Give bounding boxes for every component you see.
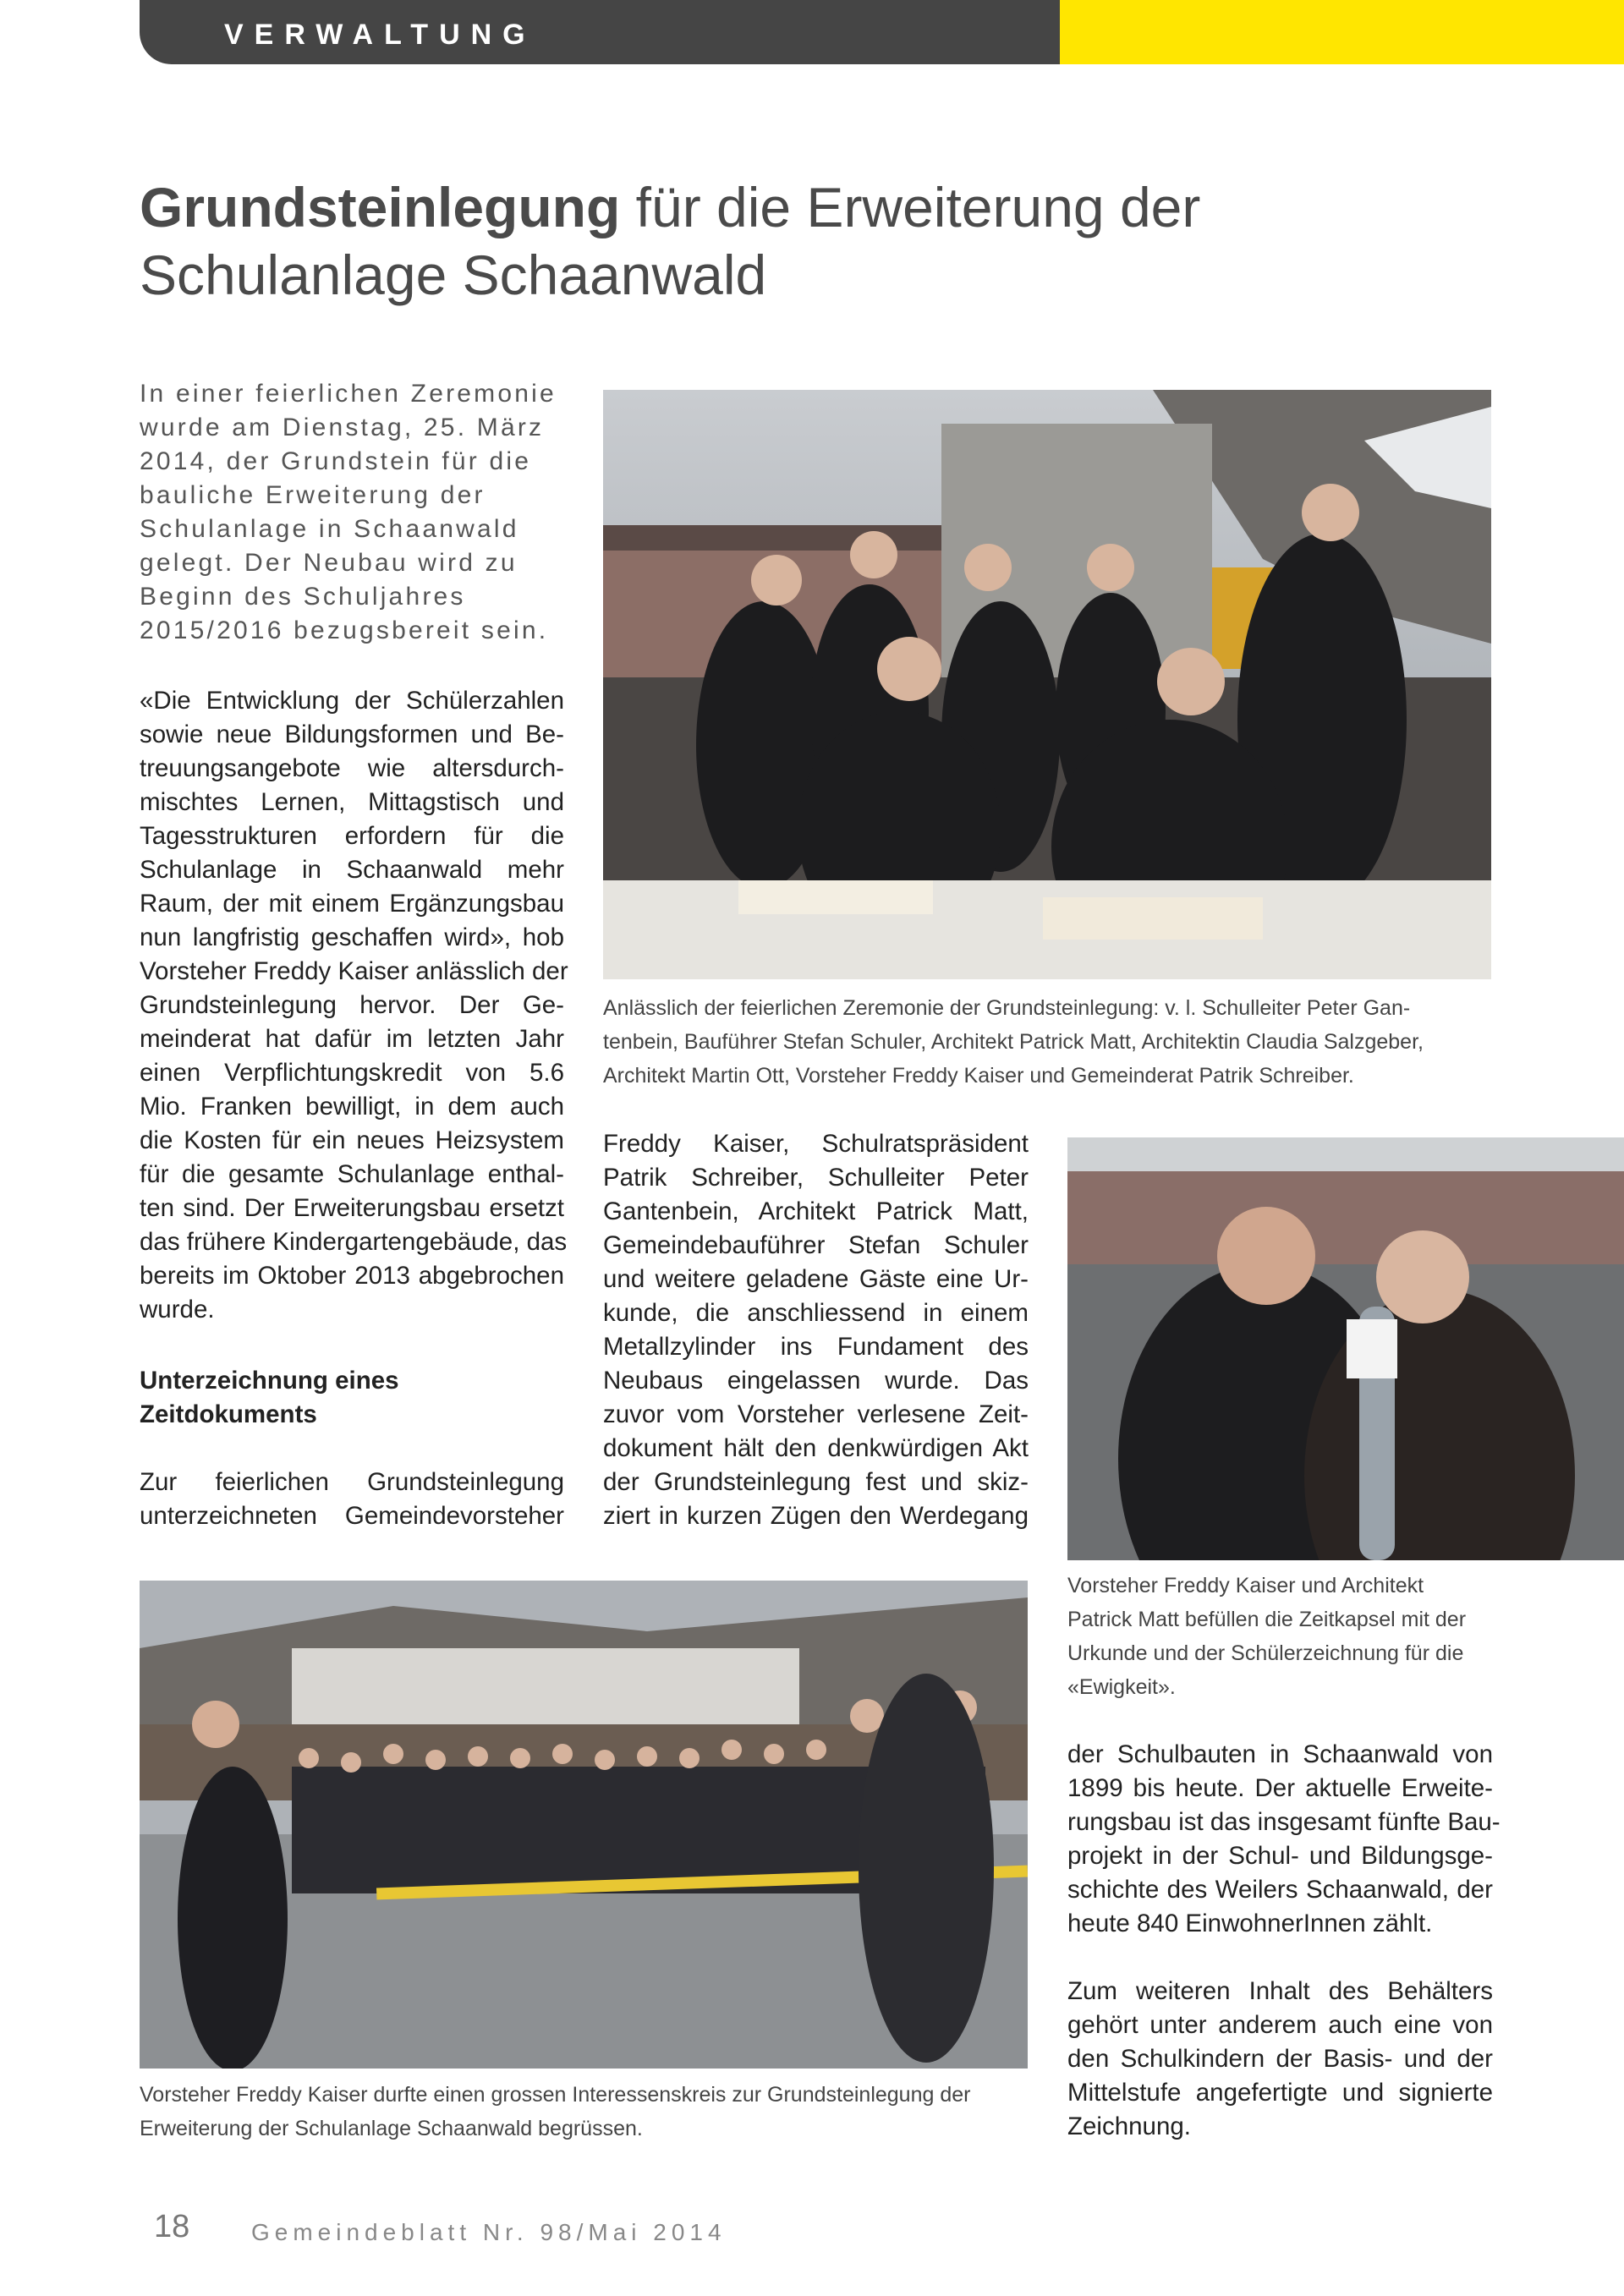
title-rest: für die Erweiterung der — [620, 176, 1201, 238]
body-line: treuungsangebote wie altersdurch- — [140, 754, 564, 782]
title-line2: Schulanlage Schaanwald — [140, 244, 767, 306]
body-line: Tagesstrukturen erfordern für die — [140, 822, 564, 850]
body-line: rungsbau ist das insgesamt fünfte Bau- — [1067, 1808, 1501, 1836]
body-line: kunde, die anschliessend in einem — [603, 1299, 1029, 1327]
body-line: schichte des Weilers Schaanwald, der — [1067, 1876, 1493, 1904]
body-line: Gantenbein, Architekt Patrick Matt, — [603, 1197, 1029, 1225]
body-line: Raum, der mit einem Ergänzungsbau — [140, 890, 564, 918]
body-line: ziert in kurzen Zügen den Werdegang — [603, 1502, 1029, 1530]
caption-signing-ceremony — [603, 991, 1500, 1093]
body-line: Metallzylinder ins Fundament des — [603, 1333, 1029, 1361]
section-label: VERWALTUNG — [224, 19, 536, 51]
intro-line: 2015/2016 bezugsbereit sein. — [140, 616, 549, 644]
body-line: Freddy Kaiser, Schulratspräsident — [603, 1130, 1029, 1158]
body-line: für die gesamte Schulanlage enthal- — [140, 1160, 564, 1188]
photo-time-capsule — [1067, 1137, 1624, 1560]
caption-line: Architekt Martin Ott, Vorsteher Freddy Kaiser und Gemeinderat Patrik Schreiber. — [603, 1064, 1354, 1088]
caption-line: Anlässlich der feierlichen Zeremonie der Grundsteinlegung: v. l. Schulleiter Peter Gan- — [603, 996, 1411, 1020]
body-line: gehört unter anderem auch eine von — [1067, 2011, 1493, 2039]
body-line: sowie neue Bildungsformen und Be- — [140, 721, 564, 748]
body-line: die Kosten für ein neues Heizsystem — [140, 1126, 564, 1154]
body-line: Zur feierlichen Grundsteinlegung — [140, 1468, 564, 1496]
body-line: heute 840 EinwohnerInnen zählt. — [1067, 1910, 1433, 1937]
body-line: Neubaus eingelassen wurde. Das — [603, 1367, 1029, 1395]
publication-info: Gemeindeblatt Nr. 98/Mai 2014 — [251, 2219, 727, 2245]
body-line: das frühere Kindergartengebäude, das — [140, 1228, 568, 1256]
subheading — [140, 1364, 564, 1432]
body-line: Mittelstufe angefertigte und signierte — [1067, 2079, 1493, 2107]
body-line: «Die Entwicklung der Schülerzahlen — [140, 687, 564, 715]
caption-line: Erweiterung der Schulanlage Schaanwald begrüssen. — [140, 2117, 643, 2140]
body-line: Gemeindebauführer Stefan Schuler — [603, 1231, 1029, 1259]
body-line: 1899 bis heute. Der aktuelle Erweite- — [1067, 1774, 1493, 1802]
body-line: Grundsteinlegung hervor. Der Ge- — [140, 991, 564, 1019]
body-column-1 — [140, 684, 568, 1327]
intro-line: bauliche Erweiterung der — [140, 481, 486, 509]
subheading-line: Unterzeichnung eines — [140, 1367, 399, 1395]
body-line: Zeichnung. — [1067, 2112, 1191, 2140]
body-line: projekt in der Schul- und Bildungsge- — [1067, 1842, 1493, 1870]
intro-line: wurde am Dienstag, 25. März — [140, 414, 545, 441]
caption-line: «Ewigkeit». — [1067, 1675, 1176, 1699]
caption-line: Vorsteher Freddy Kaiser und Architekt — [1067, 1574, 1424, 1597]
body-line: einen Verpflichtungskredit von 5.6 — [140, 1059, 564, 1087]
body-line: Schulanlage in Schaanwald mehr — [140, 856, 564, 884]
body-line: meinderat hat dafür im letzten Jahr — [140, 1025, 564, 1053]
caption-line: Patrick Matt befüllen die Zeitkapsel mit der — [1067, 1608, 1467, 1631]
body-line: Vorsteher Freddy Kaiser anlässlich der — [140, 957, 568, 985]
body-line: den Schulkindern der Basis- und der — [1067, 2045, 1493, 2073]
body-line: nun langfristig geschaffen wird», hob — [140, 923, 564, 951]
body-line: und weitere geladene Gäste eine Ur- — [603, 1265, 1029, 1293]
photo-signing-ceremony — [603, 390, 1491, 979]
body-line: dokument hält den denkwürdigen Akt — [603, 1434, 1029, 1462]
body-line: bereits im Oktober 2013 abgebrochen — [140, 1262, 564, 1290]
subheading-line: Zeitdokuments — [140, 1400, 317, 1428]
intro-line: In einer feierlichen Zeremonie — [140, 380, 557, 408]
body-line: der Grundsteinlegung fest und skiz- — [603, 1468, 1029, 1496]
body-line: zuvor vom Vorsteher verlesene Zeit- — [603, 1400, 1029, 1428]
caption-time-capsule — [1067, 1569, 1592, 1704]
caption-line: Vorsteher Freddy Kaiser durfte einen grossen Interessenskreis zur Grundsteinlegung der — [140, 2083, 971, 2107]
intro-line: Beginn des Schuljahres — [140, 583, 466, 611]
title-bold: Grundsteinlegung — [140, 176, 621, 238]
caption-line: tenbein, Bauführer Stefan Schuler, Architekt Patrick Matt, Architektin Claudia Salzgeber, — [603, 1030, 1424, 1054]
header-accent-bar — [1060, 0, 1624, 64]
body-line: mischtes Lernen, Mittagstisch und — [140, 788, 564, 816]
body-column-3-continued — [1067, 1975, 1493, 2144]
body-column-1-continued — [140, 1466, 564, 1533]
intro-line: gelegt. Der Neubau wird zu — [140, 549, 518, 577]
page-number: 18 — [154, 2209, 190, 2244]
body-line: Zum weiteren Inhalt des Behälters — [1067, 1977, 1493, 2005]
caption-line: Urkunde und der Schülerzeichnung für die — [1067, 1641, 1464, 1665]
body-column-2 — [603, 1127, 1029, 1533]
caption-crowd — [140, 2078, 1036, 2145]
body-line: unterzeichneten Gemeindevorsteher — [140, 1502, 564, 1530]
intro-line: Schulanlage in Schaanwald — [140, 515, 519, 543]
intro-line: 2014, der Grundstein für die — [140, 447, 532, 475]
body-line: Patrik Schreiber, Schulleiter Peter — [603, 1164, 1029, 1192]
body-line: der Schulbauten in Schaanwald von — [1067, 1740, 1493, 1768]
intro-paragraph — [140, 377, 562, 648]
body-column-3 — [1067, 1738, 1501, 1941]
body-line: Mio. Franken bewilligt, in dem auch — [140, 1093, 564, 1121]
body-line: wurde. — [140, 1296, 215, 1323]
body-line: ten sind. Der Erweiterungsbau ersetzt — [140, 1194, 564, 1222]
photo-crowd — [140, 1581, 1028, 2069]
article-title — [140, 173, 1493, 309]
